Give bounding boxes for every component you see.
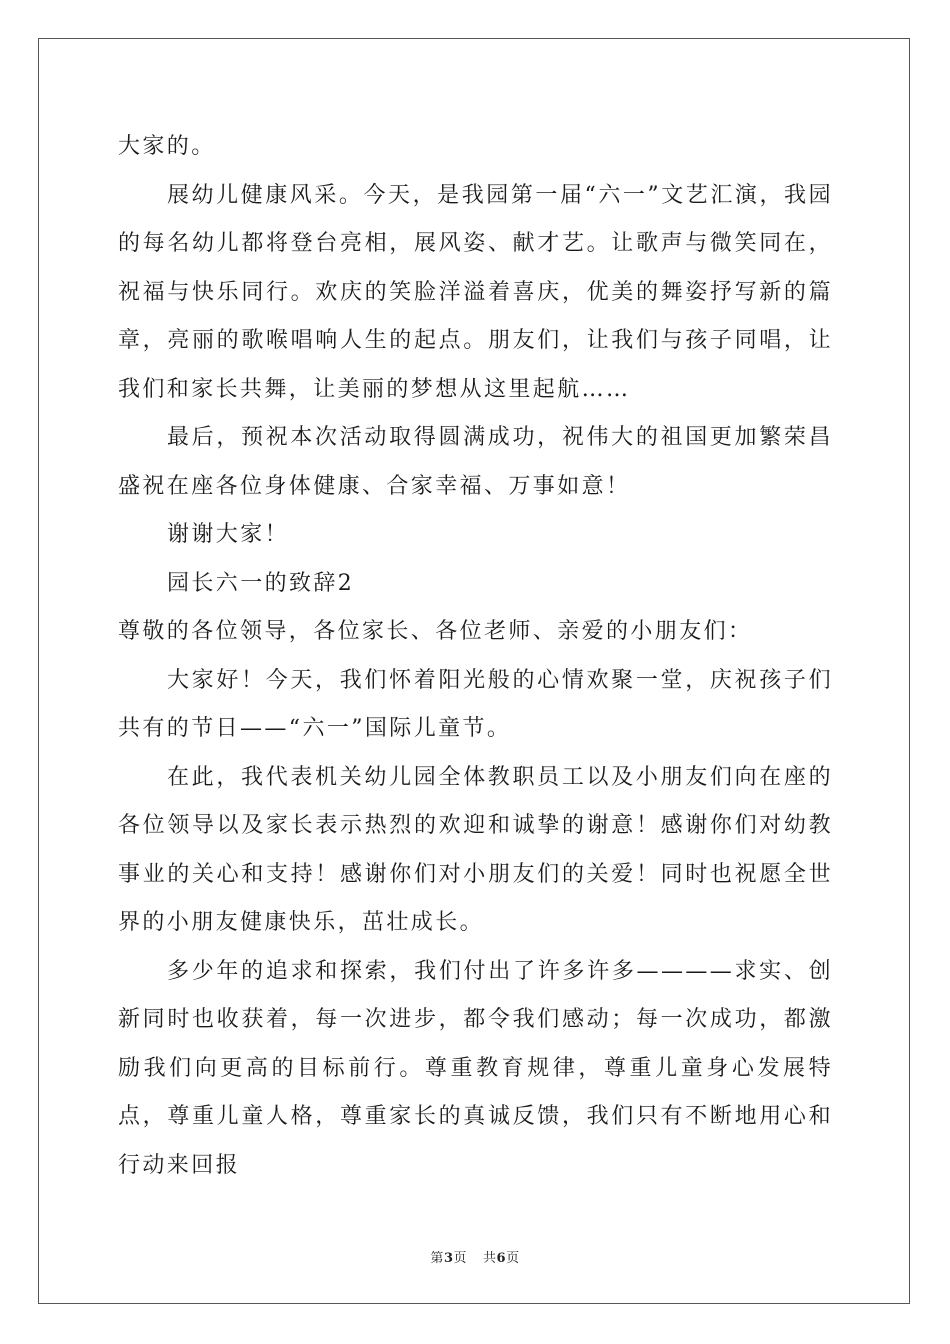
page-number-suffix: 页 <box>453 1251 467 1266</box>
total-pages-prefix: 共 <box>483 1251 497 1266</box>
paragraph: 大家的。 <box>118 134 216 159</box>
page-number-current: 3 <box>443 1251 454 1266</box>
total-pages-count: 6 <box>496 1251 507 1266</box>
paragraph: 多少年的追求和探索，我们付出了许多许多————求实、创新同时也收获着，每一次进步，都令我们感动；每一次成功，都激励我们向更高的目标前行。尊重教育规律，尊重儿童身心发展特点，尊重儿童人格，尊重家长的真诚反馈，我们只有不断地用心和行动来回报 <box>118 958 833 1178</box>
total-pages-suffix: 页 <box>506 1251 520 1266</box>
page-footer <box>0 1247 950 1266</box>
page-number-prefix: 第 <box>430 1251 444 1266</box>
paragraph: 大家好！今天，我们怀着阳光般的心情欢聚一堂，庆祝孩子们共有的节日——“六一”国际儿童节。 <box>118 667 833 741</box>
salutation: 尊敬的各位领导，各位家长、各位老师、亲爱的小朋友们： <box>118 619 753 644</box>
paragraph: 谢谢大家！ <box>167 522 290 547</box>
paragraph: 展幼儿健康风采。今天，是我园第一届“六一”文艺汇演，我园的每名幼儿都将登台亮相，展风姿、献才艺。让歌声与微笑同在，祝福与快乐同行。欢庆的笑脸洋溢着喜庆，优美的舞姿抒写新的篇章，亮丽的歌喉唱响人生的起点。朋友们，让我们与孩子同唱，让我们和家长共舞，让美丽的梦想从这里起航…… <box>118 182 833 402</box>
document-body <box>118 123 833 1190</box>
paragraph: 最后，预祝本次活动取得圆满成功，祝伟大的祖国更加繁荣昌盛祝在座各位身体健康、合家幸福、万事如意！ <box>118 425 833 499</box>
paragraph: 在此，我代表机关幼儿园全体教职员工以及小朋友们向在座的各位领导以及家长表示热烈的欢迎和诚挚的谢意！感谢你们对幼教事业的关心和支持！感谢你们对小朋友们的关爱！同时也祝愿全世界的小朋友健康快乐，茁壮成长。 <box>118 764 833 935</box>
section-heading: 园长六一的致辞2 <box>167 570 355 596</box>
